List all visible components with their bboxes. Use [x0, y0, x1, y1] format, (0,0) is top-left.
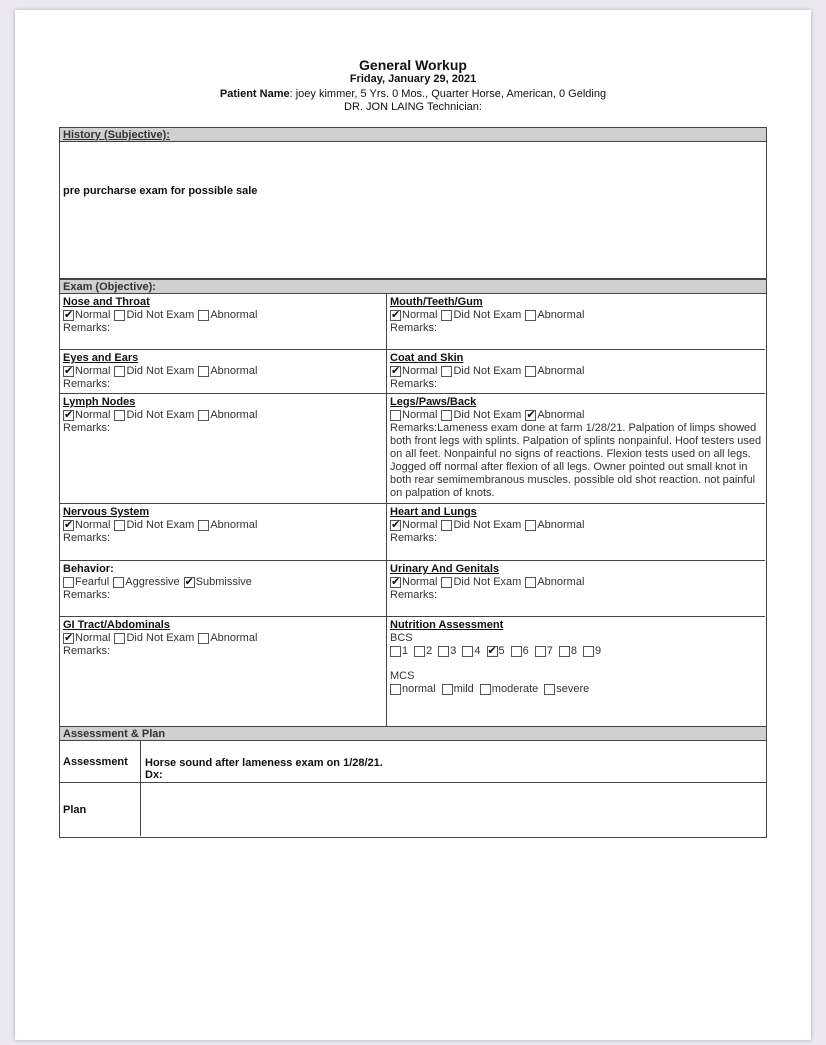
legs-checkbox-did-not-exam[interactable] [441, 410, 452, 421]
behavior-option-label: Aggressive [125, 576, 180, 588]
gi-options [63, 632, 383, 645]
nose-throat-checkbox-did-not-exam[interactable] [114, 310, 125, 321]
mouth-teeth-checkbox-abnormal[interactable] [525, 310, 536, 321]
gi-option-label: Did Not Exam [126, 632, 195, 644]
remarks-label: Remarks: [63, 378, 111, 390]
assessment-plan-heading: Assessment & Plan [60, 727, 766, 741]
coat-skin-option-label: Did Not Exam [453, 365, 522, 377]
mcs-checkbox-mild[interactable] [442, 684, 453, 695]
bcs-checkbox-3[interactable] [438, 646, 449, 657]
behavior-option-label: Submissive [195, 576, 252, 588]
heart-lungs-checkbox-abnormal[interactable] [525, 520, 536, 531]
exam-row [60, 617, 765, 726]
coat-skin-title: Coat and Skin [390, 352, 464, 364]
mouth-teeth-title: Mouth/Teeth/Gum [390, 296, 483, 308]
bcs-checkbox-7[interactable] [535, 646, 546, 657]
nose-throat-option-label: Did Not Exam [126, 309, 195, 321]
mouth-teeth-option-label: Normal [402, 309, 438, 321]
behavior-option-label: Fearful [75, 576, 110, 588]
mouth-teeth-option-label: Abnormal [537, 309, 585, 321]
mcs-options [390, 683, 762, 696]
lymph-cell [60, 394, 386, 503]
mcs-checkbox-moderate[interactable] [480, 684, 491, 695]
coat-skin-checkbox-did-not-exam[interactable] [441, 366, 452, 377]
bcs-checkbox-1[interactable] [390, 646, 401, 657]
remarks-label: Remarks: [63, 589, 111, 601]
bcs-option-label: 5 [498, 645, 505, 657]
exam-grid [60, 294, 765, 726]
bcs-checkbox-9[interactable] [583, 646, 594, 657]
heart-lungs-checkbox-normal[interactable] [390, 520, 401, 531]
mcs-checkbox-normal[interactable] [390, 684, 401, 695]
heart-lungs-option-label: Normal [402, 519, 438, 531]
lymph-checkbox-normal[interactable] [63, 410, 74, 421]
gi-checkbox-normal[interactable] [63, 633, 74, 644]
behavior-checkbox-fearful[interactable] [63, 577, 74, 588]
assessment-value [141, 741, 766, 782]
gi-title: GI Tract/Abdominals [63, 619, 170, 631]
behavior-options [63, 576, 383, 589]
eyes-ears-option-label: Normal [75, 365, 111, 377]
lymph-checkbox-did-not-exam[interactable] [114, 410, 125, 421]
document-title: General Workup [359, 57, 467, 73]
patient-line [0, 88, 826, 100]
bcs-option-label: 9 [595, 645, 602, 657]
bcs-option-label: 1 [402, 645, 409, 657]
eyes-ears-checkbox-abnormal[interactable] [198, 366, 209, 377]
mouth-teeth-options [390, 309, 762, 322]
lymph-checkbox-abnormal[interactable] [198, 410, 209, 421]
gi-checkbox-did-not-exam[interactable] [114, 633, 125, 644]
nose-throat-option-label: Abnormal [210, 309, 258, 321]
eyes-ears-cell [60, 350, 386, 393]
nervous-cell [60, 504, 386, 560]
behavior-title: Behavior: [63, 563, 114, 575]
lymph-option-label: Did Not Exam [126, 409, 195, 421]
gi-cell [60, 617, 386, 726]
bcs-option-label: 2 [426, 645, 433, 657]
remarks-label: Remarks: [390, 589, 438, 601]
nose-throat-checkbox-normal[interactable] [63, 310, 74, 321]
mcs-label: MCS [390, 670, 415, 682]
legs-options [390, 409, 762, 422]
remarks-text: Lameness exam done at farm 1/28/21. Palpation of limps showed both front legs with splints. Palpation of splints nonpainful. Hoof testers used on all feet. Nonpainful no signs of reactions. Flexion tests used on all legs. Jogged off normal after flexion of all legs. Owner pointed out small knot in both rear semimembranous muscles. possible old shot reaction. not painful on palpation of knots. [390, 422, 762, 499]
heart-lungs-options [390, 519, 762, 532]
urinary-option-label: Normal [402, 576, 438, 588]
urinary-option-label: Abnormal [537, 576, 585, 588]
eyes-ears-checkbox-normal[interactable] [63, 366, 74, 377]
legs-cell [386, 394, 765, 503]
lymph-remarks [63, 422, 383, 435]
mcs-option-label: normal [402, 683, 436, 695]
gi-option-label: Normal [75, 632, 111, 644]
nervous-remarks [63, 532, 383, 545]
exam-row [60, 350, 765, 394]
remarks-label: Remarks: [63, 322, 111, 334]
bcs-checkbox-6[interactable] [511, 646, 522, 657]
gi-option-label: Abnormal [210, 632, 258, 644]
legs-option-label: Did Not Exam [453, 409, 522, 421]
mouth-teeth-cell [386, 294, 765, 349]
remarks-label: Remarks: [63, 422, 111, 434]
legs-option-label: Abnormal [537, 409, 585, 421]
urinary-cell [386, 561, 765, 616]
mouth-teeth-remarks [390, 322, 762, 335]
nose-throat-checkbox-abnormal[interactable] [198, 310, 209, 321]
nose-throat-options [63, 309, 383, 322]
lymph-option-label: Normal [75, 409, 111, 421]
remarks-label: Remarks: [390, 322, 438, 334]
assessment-plan-section [59, 726, 767, 838]
remarks-label: Remarks: [390, 378, 438, 390]
assessment-row [60, 741, 766, 783]
nervous-checkbox-abnormal[interactable] [198, 520, 209, 531]
patient-value: : joey kimmer, 5 Yrs. 0 Mos., Quarter Horse, American, 0 Gelding [289, 88, 607, 100]
remarks-label: Remarks: [63, 645, 111, 657]
exam-row [60, 294, 765, 350]
bcs-options [390, 645, 762, 658]
eyes-ears-remarks [63, 378, 383, 391]
dx-label: Dx: [145, 769, 163, 781]
remarks-label: Remarks: [63, 532, 111, 544]
mouth-teeth-option-label: Did Not Exam [453, 309, 522, 321]
eyes-ears-option-label: Did Not Exam [126, 365, 195, 377]
urinary-checkbox-normal[interactable] [390, 577, 401, 588]
nervous-checkbox-normal[interactable] [63, 520, 74, 531]
spacer [390, 658, 762, 670]
plan-label: Plan [60, 783, 141, 836]
urinary-remarks [390, 589, 762, 602]
nose-throat-remarks [63, 322, 383, 335]
history-text: pre purcharse exam for possible sale [63, 185, 258, 197]
urinary-title: Urinary And Genitals [390, 563, 500, 575]
patient-label: Patient Name [219, 88, 290, 100]
bcs-checkbox-2[interactable] [414, 646, 425, 657]
heart-lungs-option-label: Abnormal [537, 519, 585, 531]
behavior-checkbox-aggressive[interactable] [113, 577, 124, 588]
eyes-ears-options [63, 365, 383, 378]
mcs-option-label: severe [556, 683, 590, 695]
legs-checkbox-normal[interactable] [390, 410, 401, 421]
mcs-option-label: moderate [491, 683, 539, 695]
exam-section [59, 279, 767, 727]
coat-skin-checkbox-normal[interactable] [390, 366, 401, 377]
coat-skin-option-label: Abnormal [537, 365, 585, 377]
exam-date: Friday, January 29, 2021 [349, 73, 477, 85]
eyes-ears-checkbox-did-not-exam[interactable] [114, 366, 125, 377]
doctor-line: DR. JON LAING Technician: [344, 101, 482, 113]
heart-lungs-option-label: Did Not Exam [453, 519, 522, 531]
bcs-option-label: 7 [546, 645, 553, 657]
legs-checkbox-abnormal[interactable] [525, 410, 536, 421]
nervous-checkbox-did-not-exam[interactable] [114, 520, 125, 531]
coat-skin-checkbox-abnormal[interactable] [525, 366, 536, 377]
bcs-option-label: 8 [570, 645, 577, 657]
gi-remarks [63, 645, 383, 658]
nose-throat-title: Nose and Throat [63, 296, 150, 308]
history-heading: History (Subjective): [60, 128, 766, 142]
urinary-options [390, 576, 762, 589]
exam-row [60, 561, 765, 617]
urinary-checkbox-did-not-exam[interactable] [441, 577, 452, 588]
heart-lungs-title: Heart and Lungs [390, 506, 477, 518]
remarks-label: Remarks: [390, 532, 438, 544]
plan-value [141, 783, 766, 836]
mcs-option-label: mild [453, 683, 474, 695]
urinary-option-label: Did Not Exam [453, 576, 522, 588]
mcs-checkbox-severe[interactable] [544, 684, 555, 695]
nervous-title: Nervous System [63, 506, 150, 518]
bcs-checkbox-5[interactable] [487, 646, 498, 657]
coat-skin-option-label: Normal [402, 365, 438, 377]
coat-skin-cell [386, 350, 765, 393]
lymph-title: Lymph Nodes [63, 396, 136, 408]
lymph-option-label: Abnormal [210, 409, 258, 421]
heart-lungs-checkbox-did-not-exam[interactable] [441, 520, 452, 531]
behavior-remarks [63, 589, 383, 602]
nose-throat-cell [60, 294, 386, 349]
bcs-option-label: 4 [474, 645, 481, 657]
gi-checkbox-abnormal[interactable] [198, 633, 209, 644]
bcs-label: BCS [390, 632, 413, 644]
nutrition-title: Nutrition Assessment [390, 619, 504, 631]
nose-throat-option-label: Normal [75, 309, 111, 321]
assessment-text: Horse sound after lameness exam on 1/28/21. [145, 757, 383, 769]
plan-row [60, 783, 766, 836]
legs-option-label: Normal [402, 409, 438, 421]
mouth-teeth-checkbox-normal[interactable] [390, 310, 401, 321]
eyes-ears-option-label: Abnormal [210, 365, 258, 377]
exam-heading: Exam (Objective): [60, 280, 766, 294]
behavior-cell [60, 561, 386, 616]
eyes-ears-title: Eyes and Ears [63, 352, 139, 364]
bcs-checkbox-4[interactable] [462, 646, 473, 657]
nervous-option-label: Did Not Exam [126, 519, 195, 531]
exam-row [60, 394, 765, 504]
coat-skin-remarks [390, 378, 762, 391]
history-section [59, 127, 767, 279]
mouth-teeth-checkbox-did-not-exam[interactable] [441, 310, 452, 321]
coat-skin-options [390, 365, 762, 378]
nervous-options [63, 519, 383, 532]
bcs-option-label: 6 [522, 645, 529, 657]
bcs-option-label: 3 [450, 645, 457, 657]
urinary-checkbox-abnormal[interactable] [525, 577, 536, 588]
legs-remarks [390, 422, 762, 500]
bcs-checkbox-8[interactable] [559, 646, 570, 657]
remarks-label: Remarks: [390, 422, 438, 434]
nervous-option-label: Normal [75, 519, 111, 531]
heart-lungs-remarks [390, 532, 762, 545]
behavior-checkbox-submissive[interactable] [184, 577, 195, 588]
legs-title: Legs/Paws/Back [390, 396, 477, 408]
heart-lungs-cell [386, 504, 765, 560]
nervous-option-label: Abnormal [210, 519, 258, 531]
nutrition-cell [386, 617, 765, 726]
exam-row [60, 504, 765, 561]
lymph-options [63, 409, 383, 422]
assessment-label: Assessment [60, 741, 141, 782]
